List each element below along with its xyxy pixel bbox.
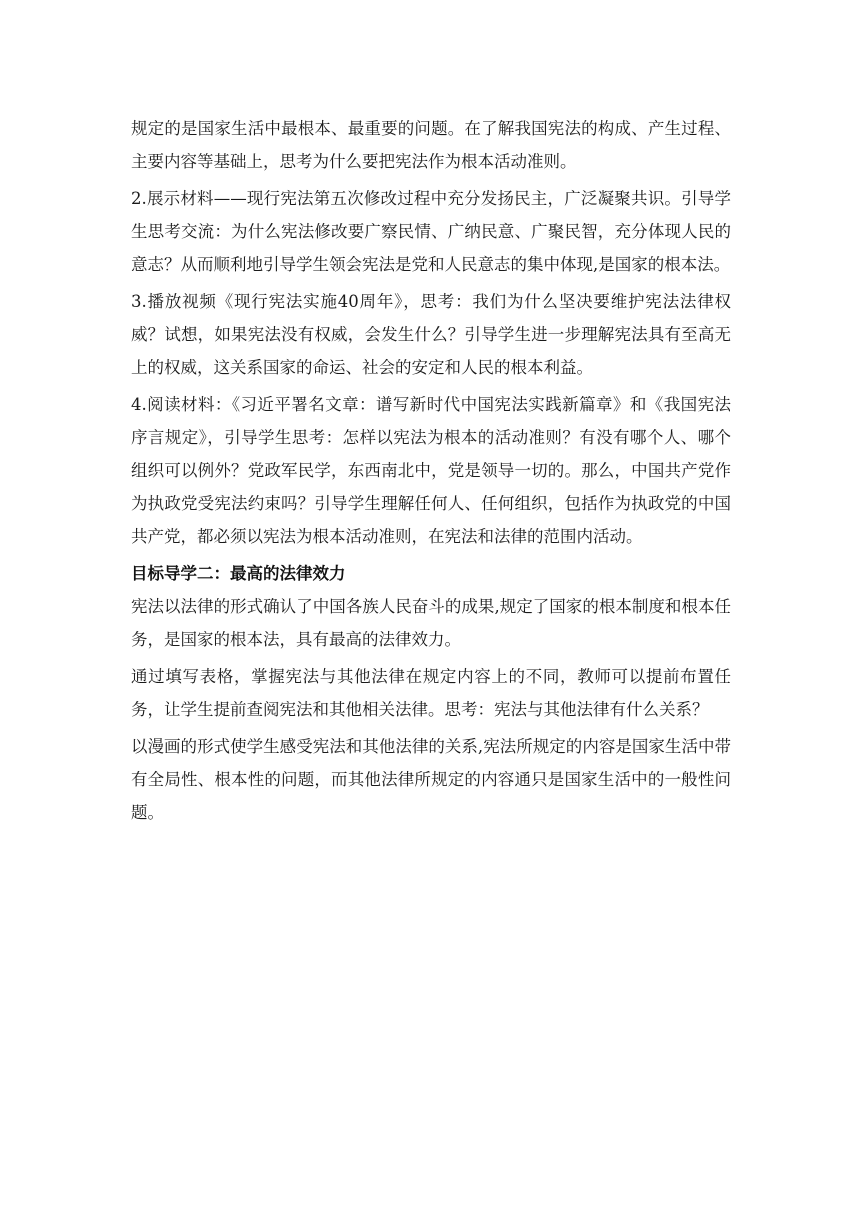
paragraph-item-3: 3.播放视频《现行宪法实施40周年》，思考：我们为什么坚决要维护宪法法律权威？试想，如果宪法没有权威，会发生什么？引导学生进一步理解宪法具有至高无上的权威，这关系国家的命运、社会的安定和人民的根本利益。	[131, 292, 731, 377]
paragraph-continuation: 规定的是国家生活中最根本、最重要的问题。在了解我国宪法的构成、产生过程、主要内容等基础上，思考为什么要把宪法作为根本活动准则。	[131, 119, 731, 171]
paragraph-item-4: 4.阅读材料：《习近平署名文章：谱写新时代中国宪法实践新篇章》和《我国宪法序言规定》，引导学生思考：怎样以宪法为根本的活动准则？有没有哪个人、哪个组织可以例外？党政军民学，东西南北中，党是领导一切的。那么，中国共产党作为执政党受宪法约束吗？引导学生理解任何人、任何组织，包括作为执政党的中国共产党，都必须以宪法为根本活动准则，在宪法和法律的范围内活动。	[131, 395, 731, 546]
paragraph-constitution-effect: 宪法以法律的形式确认了中国各族人民奋斗的成果,规定了国家的根本制度和根本任务，是国家的根本法，具有最高的法律效力。	[131, 597, 731, 649]
document-body	[131, 112, 731, 829]
paragraph-comic: 以漫画的形式使学生感受宪法和其他法律的关系,宪法所规定的内容是国家生活中带有全局性、根本性的问题，而其他法律所规定的内容通只是国家生活中的一般性问题。	[131, 737, 731, 822]
paragraph-item-2: 2.展示材料——现行宪法第五次修改过程中充分发扬民主，广泛凝聚共识。引导学生思考交流：为什么宪法修改要广察民情、广纳民意、广聚民智，充分体现人民的意志？从而顺利地引导学生领会宪法是党和人民意志的集中体现,是国家的根本法。	[131, 189, 731, 274]
paragraph-table-task: 通过填写表格，掌握宪法与其他法律在规定内容上的不同，教师可以提前布置任务，让学生提前查阅宪法和其他相关法律。思考：宪法与其他法律有什么关系？	[131, 667, 731, 719]
section-heading: 目标导学二：最高的法律效力	[131, 564, 346, 583]
